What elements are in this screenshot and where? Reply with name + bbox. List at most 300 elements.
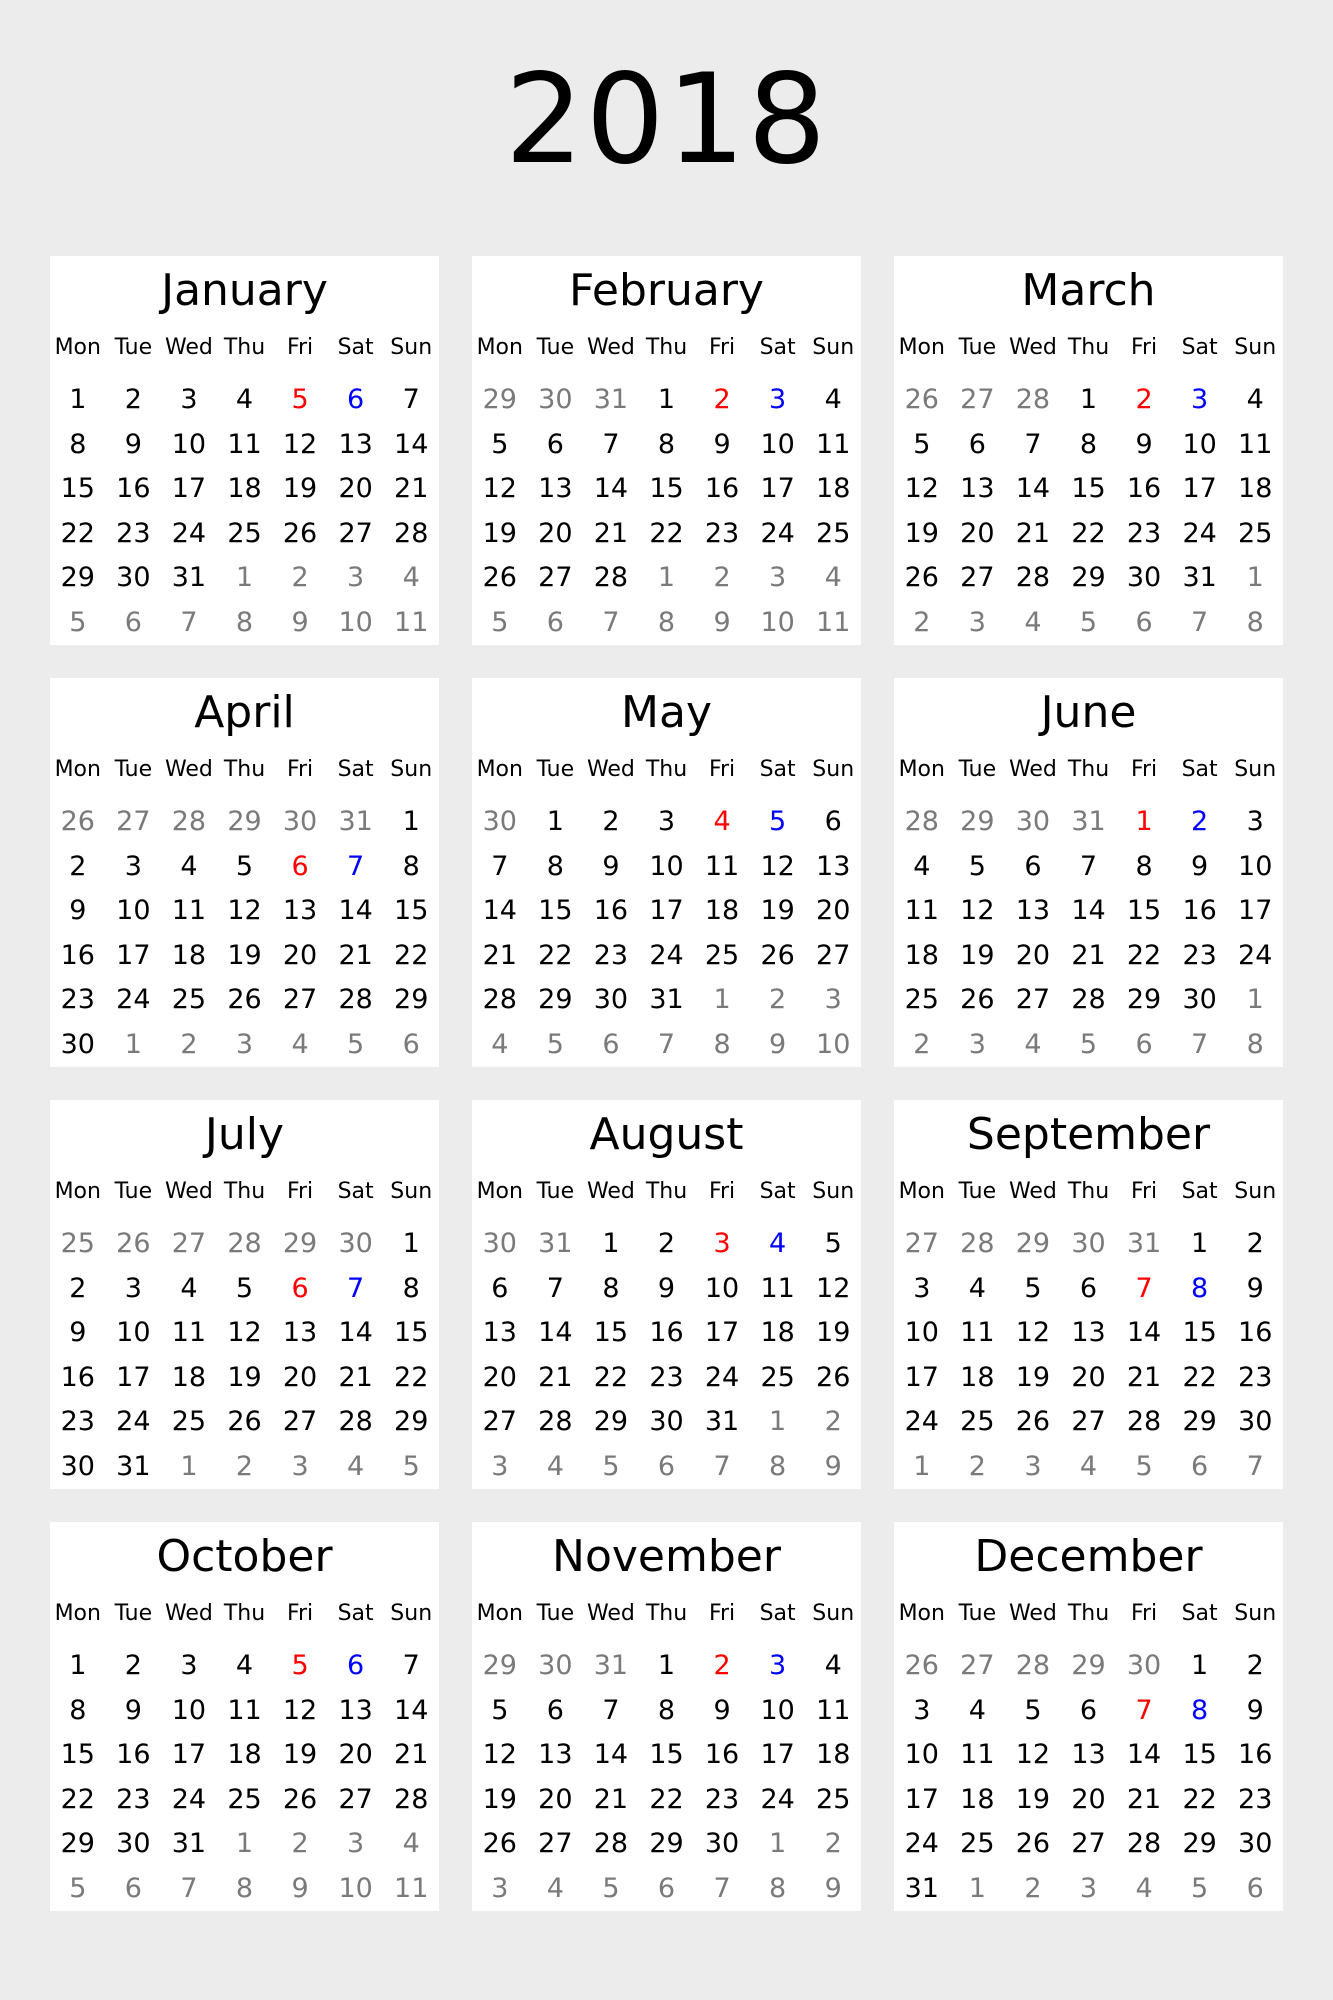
day-cell: 30 bbox=[482, 1228, 517, 1259]
day-cell: 25 bbox=[227, 517, 262, 549]
day-cell: 1 bbox=[124, 1028, 142, 1060]
day-cell: 24 bbox=[116, 1406, 151, 1438]
weekday-label: Sun bbox=[1234, 1179, 1277, 1204]
day-cell: 8 bbox=[1246, 1028, 1264, 1060]
day-cell: 20 bbox=[1071, 1361, 1106, 1393]
day-cell: 1 bbox=[1246, 562, 1264, 594]
weekday-label: Sun bbox=[812, 335, 855, 360]
weekday-header bbox=[50, 335, 439, 361]
day-cell: 27 bbox=[282, 984, 318, 1016]
day-cell: 27 bbox=[960, 562, 995, 594]
day-cell: 5 bbox=[1191, 1872, 1209, 1904]
day-cell: 13 bbox=[538, 473, 573, 505]
day-cell: 1 bbox=[235, 562, 254, 594]
day-cell: 21 bbox=[1126, 1361, 1162, 1393]
weekday-label: Fri bbox=[708, 757, 736, 782]
day-cell: 1 bbox=[1191, 1228, 1209, 1259]
day-cell: 12 bbox=[282, 428, 318, 460]
day-cell: 30 bbox=[1071, 1228, 1106, 1259]
day-cell: 7 bbox=[1246, 1450, 1264, 1482]
day-cell: 8 bbox=[402, 1272, 420, 1304]
weekday-label: Wed bbox=[164, 335, 213, 360]
day-grid bbox=[50, 378, 439, 646]
day-cell: 22 bbox=[60, 517, 95, 549]
day-cell: 21 bbox=[394, 1739, 429, 1771]
day-cell: 2 bbox=[657, 1228, 676, 1259]
day-cell: 3 bbox=[235, 1028, 254, 1060]
day-cell: 14 bbox=[593, 1739, 629, 1771]
day-cell: 8 bbox=[69, 1694, 87, 1726]
day-cell: 24 bbox=[904, 1828, 939, 1860]
day-cell: 14 bbox=[394, 428, 429, 460]
weekday-label: Sat bbox=[337, 335, 374, 360]
day-cell: 28 bbox=[960, 1228, 995, 1259]
day-cell: 11 bbox=[816, 1694, 851, 1726]
day-cell: 2 bbox=[69, 850, 87, 882]
weekday-header bbox=[472, 1601, 861, 1627]
weekday-header bbox=[50, 757, 439, 783]
weekday-label: Mon bbox=[54, 335, 101, 360]
day-cell: 8 bbox=[69, 428, 87, 460]
day-cell: 25 bbox=[704, 939, 740, 971]
day-cell: 11 bbox=[760, 1272, 795, 1304]
day-cell: 10 bbox=[1238, 850, 1273, 882]
weekday-header bbox=[472, 335, 861, 361]
day-cell: 26 bbox=[904, 562, 939, 594]
day-cell: 24 bbox=[760, 1783, 795, 1815]
day-cell: 8 bbox=[657, 428, 676, 460]
day-cell: 4 bbox=[347, 1450, 365, 1482]
month-november bbox=[472, 1522, 861, 1911]
weekday-label: Fri bbox=[286, 757, 314, 782]
weekday-label: Fri bbox=[286, 1601, 314, 1626]
day-cell: 21 bbox=[338, 1361, 373, 1393]
day-cell: 17 bbox=[904, 1783, 939, 1815]
day-cell: 17 bbox=[171, 1739, 207, 1771]
day-cell: 2 bbox=[713, 562, 731, 594]
day-cell: 28 bbox=[338, 1406, 373, 1438]
day-cell: 9 bbox=[124, 428, 142, 460]
day-cell: 12 bbox=[760, 850, 795, 882]
day-cell: 6 bbox=[657, 1450, 676, 1482]
day-cell: 18 bbox=[960, 1361, 995, 1393]
day-cell: 11 bbox=[171, 1317, 207, 1349]
day-grid bbox=[472, 1644, 861, 1912]
day-cell: 20 bbox=[816, 895, 851, 927]
day-cell: 21 bbox=[482, 939, 517, 971]
day-cell: 29 bbox=[1182, 1828, 1217, 1860]
weekday-label: Fri bbox=[708, 1601, 736, 1626]
day-cell: 11 bbox=[394, 606, 429, 638]
day-cell: 27 bbox=[960, 384, 995, 415]
day-cell: 5 bbox=[235, 1272, 254, 1304]
day-cell: 5 bbox=[491, 1694, 509, 1726]
day-cell: 4 bbox=[491, 1028, 509, 1060]
day-cell: 8 bbox=[1135, 850, 1153, 882]
day-cell: 20 bbox=[538, 1783, 573, 1815]
day-cell: 13 bbox=[960, 473, 995, 505]
day-cell: 4 bbox=[913, 850, 931, 882]
day-cell: 9 bbox=[291, 606, 309, 638]
day-cell: 22 bbox=[60, 1783, 95, 1815]
day-cell: 9 bbox=[1135, 428, 1153, 460]
weekday-header bbox=[894, 1179, 1283, 1205]
day-cell: 31 bbox=[904, 1872, 939, 1904]
month-february bbox=[472, 256, 861, 645]
month-august bbox=[472, 1100, 861, 1489]
month-october bbox=[50, 1522, 439, 1911]
day-cell: 20 bbox=[482, 1361, 517, 1393]
day-cell: 22 bbox=[649, 517, 684, 549]
day-cell: 14 bbox=[593, 473, 629, 505]
day-cell: 6 bbox=[1191, 1450, 1209, 1482]
weekday-label: Sat bbox=[337, 1601, 374, 1626]
day-cell: 11 bbox=[394, 1872, 429, 1904]
weekday-label: Mon bbox=[898, 335, 945, 360]
day-cell: 25 bbox=[960, 1828, 995, 1860]
day-grid bbox=[472, 800, 861, 1068]
day-cell: 9 bbox=[713, 606, 731, 638]
weekday-label: Sat bbox=[1181, 757, 1218, 782]
day-cell: 12 bbox=[816, 1272, 851, 1304]
day-cell: 6 bbox=[1079, 1272, 1098, 1304]
day-cell: 15 bbox=[394, 1317, 429, 1349]
day-cell: 11 bbox=[1238, 428, 1273, 460]
day-cell: 4 bbox=[1079, 1450, 1098, 1482]
day-cell: 9 bbox=[824, 1450, 842, 1482]
day-cell: 3 bbox=[124, 1272, 142, 1304]
day-cell: 2 bbox=[1024, 1872, 1042, 1904]
day-cell: 10 bbox=[760, 1694, 795, 1726]
day-cell: 17 bbox=[171, 473, 207, 505]
day-cell: 26 bbox=[760, 939, 795, 971]
day-cell: 18 bbox=[171, 1361, 207, 1393]
day-cell: 13 bbox=[338, 428, 373, 460]
day-cell: 28 bbox=[394, 517, 429, 549]
weekday-label: Tue bbox=[114, 757, 153, 782]
day-grid bbox=[50, 1644, 439, 1912]
day-cell: 8 bbox=[546, 850, 564, 882]
day-cell: 25 bbox=[816, 517, 851, 549]
day-cell: 17 bbox=[1238, 895, 1273, 927]
day-cell: 7 bbox=[602, 1694, 620, 1726]
day-cell: 3 bbox=[968, 606, 986, 638]
day-cell: 2 bbox=[913, 1028, 931, 1060]
weekday-label: Thu bbox=[645, 757, 688, 782]
day-cell: 10 bbox=[760, 606, 795, 638]
day-cell: 15 bbox=[649, 1739, 684, 1771]
day-cell: 9 bbox=[124, 1694, 142, 1726]
month-march bbox=[894, 256, 1283, 645]
day-cell: 21 bbox=[338, 939, 373, 971]
day-cell: 2 bbox=[124, 1650, 142, 1681]
day-cell: 25 bbox=[227, 1783, 262, 1815]
day-cell: 21 bbox=[1071, 939, 1106, 971]
day-cell: 19 bbox=[760, 895, 795, 927]
day-cell: 25 bbox=[171, 984, 207, 1016]
day-cell: 14 bbox=[394, 1694, 429, 1726]
day-cell: 2 bbox=[602, 806, 620, 837]
day-cell: 31 bbox=[171, 1828, 207, 1860]
weekday-label: Sat bbox=[759, 1601, 796, 1626]
weekday-label: Tue bbox=[114, 1179, 153, 1204]
day-cell: 8 bbox=[769, 1450, 787, 1482]
weekday-label: Mon bbox=[476, 757, 523, 782]
day-cell: 6 bbox=[1079, 1694, 1098, 1726]
day-cell: 9 bbox=[602, 850, 620, 882]
weekday-label: Tue bbox=[536, 335, 575, 360]
weekday-label: Wed bbox=[164, 1179, 213, 1204]
day-cell: 27 bbox=[816, 939, 851, 971]
day-cell: 28 bbox=[904, 806, 939, 837]
day-cell: 5 bbox=[491, 428, 509, 460]
day-cell: 11 bbox=[227, 428, 262, 460]
day-cell: 5 bbox=[69, 606, 87, 638]
day-cell: 13 bbox=[282, 895, 318, 927]
weekday-label: Fri bbox=[708, 335, 736, 360]
day-cell: 30 bbox=[338, 1228, 373, 1259]
day-cell: 7 bbox=[713, 1450, 731, 1482]
day-cell: 4 bbox=[546, 1450, 564, 1482]
day-cell: 29 bbox=[60, 1828, 95, 1860]
day-cell: 24 bbox=[904, 1406, 939, 1438]
weekday-label: Tue bbox=[958, 757, 997, 782]
weekday-label: Fri bbox=[286, 1179, 314, 1204]
day-cell: 4 bbox=[769, 1228, 787, 1259]
weekday-label: Sun bbox=[390, 1179, 433, 1204]
day-cell: 7 bbox=[491, 850, 509, 882]
day-cell: 1 bbox=[180, 1450, 198, 1482]
day-cell: 18 bbox=[171, 939, 207, 971]
day-cell: 15 bbox=[60, 1739, 95, 1771]
day-cell: 13 bbox=[482, 1317, 517, 1349]
day-cell: 31 bbox=[1182, 562, 1217, 594]
weekday-label: Sun bbox=[812, 1179, 855, 1204]
day-cell: 10 bbox=[116, 1317, 151, 1349]
day-cell: 6 bbox=[1246, 1872, 1264, 1904]
day-cell: 20 bbox=[338, 1739, 373, 1771]
day-cell: 13 bbox=[816, 850, 851, 882]
day-cell: 6 bbox=[824, 806, 842, 837]
weekday-label: Sun bbox=[812, 757, 855, 782]
day-cell: 1 bbox=[769, 1828, 787, 1860]
day-cell: 21 bbox=[538, 1361, 573, 1393]
day-cell: 16 bbox=[60, 1361, 95, 1393]
day-cell: 4 bbox=[824, 562, 842, 594]
day-cell: 12 bbox=[1015, 1317, 1051, 1349]
day-cell: 28 bbox=[1071, 984, 1106, 1016]
day-cell: 9 bbox=[657, 1272, 676, 1304]
day-cell: 3 bbox=[1246, 806, 1264, 837]
day-cell: 29 bbox=[960, 806, 995, 837]
day-cell: 27 bbox=[171, 1228, 207, 1259]
day-cell: 5 bbox=[769, 806, 787, 837]
day-cell: 16 bbox=[116, 473, 151, 505]
day-cell: 14 bbox=[1126, 1739, 1162, 1771]
day-cell: 4 bbox=[1024, 1028, 1042, 1060]
day-cell: 3 bbox=[1079, 1872, 1098, 1904]
weekday-label: Mon bbox=[476, 1601, 523, 1626]
day-cell: 22 bbox=[394, 1361, 429, 1393]
day-cell: 7 bbox=[180, 606, 198, 638]
month-name: April bbox=[194, 687, 295, 738]
weekday-header bbox=[472, 1179, 861, 1205]
weekday-label: Thu bbox=[645, 335, 688, 360]
day-cell: 11 bbox=[904, 895, 939, 927]
day-cell: 5 bbox=[1024, 1272, 1042, 1304]
day-cell: 5 bbox=[1079, 1028, 1098, 1060]
day-cell: 29 bbox=[1182, 1406, 1217, 1438]
day-cell: 6 bbox=[291, 850, 309, 882]
day-cell: 9 bbox=[69, 1317, 87, 1349]
day-cell: 9 bbox=[713, 428, 731, 460]
day-cell: 31 bbox=[1126, 1228, 1162, 1259]
day-cell: 1 bbox=[1135, 806, 1153, 837]
day-cell: 10 bbox=[338, 606, 373, 638]
day-cell: 3 bbox=[180, 384, 198, 415]
day-cell: 25 bbox=[171, 1406, 207, 1438]
day-cell: 4 bbox=[824, 384, 842, 415]
day-cell: 22 bbox=[394, 939, 429, 971]
day-cell: 23 bbox=[593, 939, 629, 971]
day-cell: 4 bbox=[235, 384, 254, 415]
day-cell: 2 bbox=[1246, 1228, 1264, 1259]
day-cell: 28 bbox=[538, 1406, 573, 1438]
year-title: 2018 bbox=[504, 48, 829, 192]
day-cell: 2 bbox=[235, 1450, 254, 1482]
day-cell: 7 bbox=[602, 428, 620, 460]
day-cell: 21 bbox=[1015, 517, 1051, 549]
day-cell: 21 bbox=[593, 1783, 629, 1815]
day-cell: 30 bbox=[482, 806, 517, 837]
day-cell: 10 bbox=[171, 428, 207, 460]
weekday-label: Mon bbox=[476, 1179, 523, 1204]
day-cell: 31 bbox=[171, 562, 207, 594]
day-cell: 20 bbox=[338, 473, 373, 505]
day-cell: 3 bbox=[291, 1450, 309, 1482]
day-cell: 5 bbox=[291, 384, 309, 415]
day-cell: 29 bbox=[593, 1406, 629, 1438]
day-cell: 26 bbox=[482, 562, 517, 594]
day-cell: 8 bbox=[1191, 1272, 1209, 1304]
day-cell: 7 bbox=[1024, 428, 1042, 460]
day-cell: 31 bbox=[116, 1450, 151, 1482]
day-cell: 16 bbox=[649, 1317, 684, 1349]
weekday-header bbox=[894, 757, 1283, 783]
day-cell: 16 bbox=[1182, 895, 1217, 927]
day-cell: 3 bbox=[657, 806, 676, 837]
day-cell: 26 bbox=[60, 806, 95, 837]
day-cell: 2 bbox=[291, 1828, 309, 1860]
day-cell: 3 bbox=[491, 1872, 509, 1904]
day-cell: 4 bbox=[968, 1694, 986, 1726]
day-cell: 9 bbox=[769, 1028, 787, 1060]
day-cell: 25 bbox=[1238, 517, 1273, 549]
day-cell: 7 bbox=[1191, 606, 1209, 638]
weekday-label: Wed bbox=[1008, 1179, 1057, 1204]
day-cell: 5 bbox=[402, 1450, 420, 1482]
day-cell: 20 bbox=[282, 1361, 318, 1393]
day-cell: 14 bbox=[338, 1317, 373, 1349]
day-cell: 10 bbox=[338, 1872, 373, 1904]
day-cell: 6 bbox=[124, 606, 142, 638]
day-cell: 23 bbox=[60, 1406, 95, 1438]
month-name: June bbox=[1040, 687, 1137, 738]
day-cell: 5 bbox=[602, 1450, 620, 1482]
day-cell: 9 bbox=[1191, 850, 1209, 882]
day-cell: 23 bbox=[649, 1361, 684, 1393]
day-cell: 31 bbox=[593, 1650, 629, 1681]
day-cell: 3 bbox=[769, 1650, 787, 1681]
day-cell: 8 bbox=[1246, 606, 1264, 638]
day-cell: 25 bbox=[960, 1406, 995, 1438]
day-cell: 17 bbox=[649, 895, 684, 927]
day-cell: 22 bbox=[593, 1361, 629, 1393]
day-cell: 22 bbox=[1182, 1361, 1217, 1393]
day-cell: 26 bbox=[482, 1828, 517, 1860]
day-cell: 26 bbox=[904, 384, 939, 415]
day-cell: 15 bbox=[1126, 895, 1162, 927]
day-cell: 30 bbox=[593, 984, 629, 1016]
day-cell: 4 bbox=[1135, 1872, 1153, 1904]
day-cell: 30 bbox=[1182, 984, 1217, 1016]
day-cell: 6 bbox=[347, 1650, 365, 1681]
day-cell: 3 bbox=[913, 1272, 931, 1304]
month-may bbox=[472, 678, 861, 1067]
day-cell: 27 bbox=[904, 1228, 939, 1259]
day-cell: 7 bbox=[657, 1028, 676, 1060]
day-cell: 7 bbox=[602, 606, 620, 638]
day-cell: 8 bbox=[657, 606, 676, 638]
day-cell: 5 bbox=[347, 1028, 365, 1060]
day-cell: 5 bbox=[69, 1872, 87, 1904]
day-cell: 30 bbox=[538, 1650, 573, 1681]
day-cell: 29 bbox=[227, 806, 262, 837]
day-cell: 4 bbox=[1024, 606, 1042, 638]
day-cell: 22 bbox=[1126, 939, 1162, 971]
day-grid bbox=[894, 800, 1283, 1068]
weekday-label: Sun bbox=[390, 335, 433, 360]
day-cell: 3 bbox=[347, 562, 365, 594]
day-cell: 22 bbox=[649, 1783, 684, 1815]
day-cell: 4 bbox=[402, 1828, 420, 1860]
day-cell: 2 bbox=[124, 384, 142, 415]
day-cell: 6 bbox=[402, 1028, 420, 1060]
day-cell: 26 bbox=[1015, 1406, 1051, 1438]
weekday-label: Wed bbox=[1008, 757, 1057, 782]
day-cell: 19 bbox=[282, 473, 318, 505]
weekday-label: Thu bbox=[223, 335, 266, 360]
weekday-label: Wed bbox=[586, 1179, 635, 1204]
day-cell: 28 bbox=[1015, 562, 1051, 594]
day-cell: 1 bbox=[402, 1228, 420, 1259]
day-cell: 3 bbox=[1191, 384, 1209, 415]
day-cell: 29 bbox=[1071, 1650, 1106, 1681]
day-cell: 6 bbox=[546, 1694, 564, 1726]
day-cell: 1 bbox=[69, 1650, 87, 1681]
weekday-header bbox=[894, 1601, 1283, 1627]
weekday-label: Fri bbox=[1130, 335, 1158, 360]
day-cell: 4 bbox=[546, 1872, 564, 1904]
day-cell: 10 bbox=[904, 1317, 939, 1349]
day-cell: 15 bbox=[1182, 1317, 1217, 1349]
day-cell: 2 bbox=[1135, 384, 1153, 415]
month-name: March bbox=[1021, 265, 1156, 316]
day-cell: 10 bbox=[704, 1272, 740, 1304]
months-grid bbox=[50, 256, 1283, 1911]
day-cell: 25 bbox=[60, 1228, 95, 1259]
day-cell: 6 bbox=[602, 1028, 620, 1060]
